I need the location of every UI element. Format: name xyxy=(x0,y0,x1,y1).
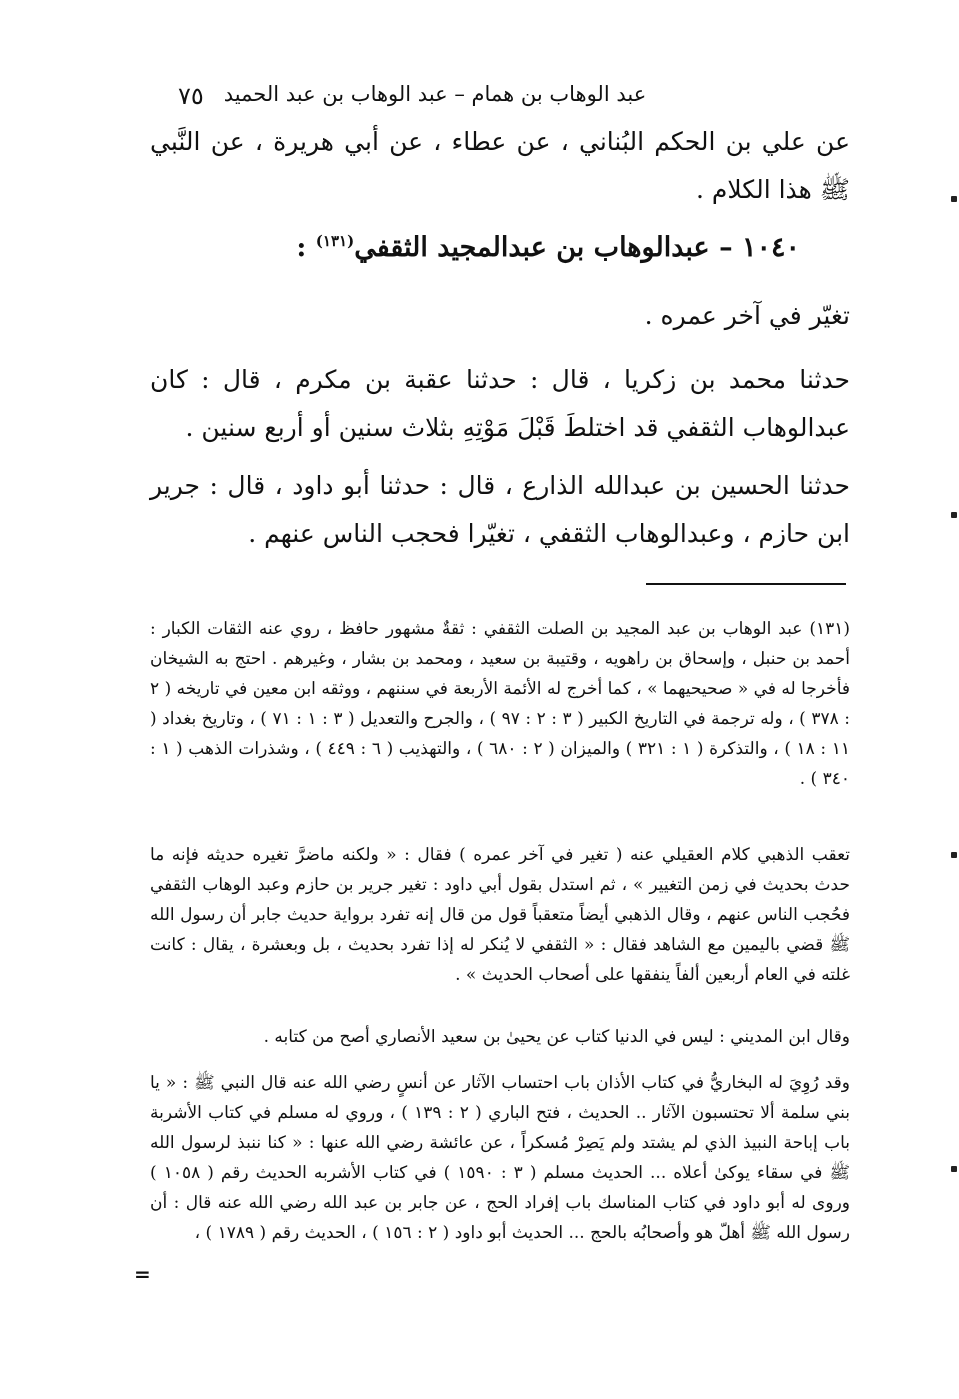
entry-dash: – xyxy=(719,232,733,263)
footnote-references: وقد رُوِيَ له البخاريُّ في كتاب الأذان باب احتساب الآثار عن أنسٍ رضي الله عنه قال النبي ﷺ : « يا بني سلمة ألا تحتسبون الآثار .. الحديث ، فتح الباري ( ٢ : ١٣٩ ) ، وروي له مسلم في كتاب الأشربة باب إباحة النبيذ الذي لم يشتد ولم يَصِرْ مُسكراً ، عن عائشة رضي الله عنها : « كنا ننبذ لرسول الله ﷺ في سقاء يوكىٰ أعلاه ... الحديث مسلم ( ٣ : ١٥٩٠ ) في كتاب الأشربه الحديث رقم ( ١٠٥٨ ) وروى له أبو داود في كتاب المناسك باب إفراد الحج ، عن جابر بن عبد الله رضي الله عنه قال : أن رسول الله ﷺ أهلّ هو وأصحابُه بالحج ... الحديث أبو داود ( ٢ : ١٥٦ ) ، الحديث رقم ( ١٧٨٩ ) ، xyxy=(150,1073,850,1243)
continuation-mark: = xyxy=(134,1262,151,1286)
paragraph-2: حدثنا محمد بن زكريا ، قال : حدثنا عقبة بن مكرم ، قال : كان عبدالوهاب الثقفي قد اختلطَ قَبْلَ مَوْتِهِ بثلاث سنين أو أربع سنين . xyxy=(150,365,850,442)
scan-edge-mark xyxy=(951,512,957,518)
scan-edge-mark xyxy=(951,1166,957,1172)
running-header: عبد الوهاب بن همام – عبد الوهاب بن عبد الحميد xyxy=(223,82,647,106)
footnote-reference: (١٣١) xyxy=(315,232,355,250)
footnote-separator xyxy=(646,583,846,585)
page-number: ٧٥ xyxy=(178,82,204,110)
footnote-131: (١٣١) عبد الوهاب بن عبد المجيد بن الصلت الثقفي : ثقةٌ مشهور حافظ ، روي عنه الثقات الكبار : أحمد بن حنبل ، وإسحاق بن راهويه ، وقتيبة بن سعيد ، ومحمد بن بشار ، وغيرهم . احتج به الشيخان فأخرجا له في « صحيحيهما » ، كما أخرج له الأئمة الأربعة في سننهم ، ووثقه ابن معين في تاريخه ( ٢ : ٣٧٨ ) ، وله ترجمة في التاريخ الكبير ( ٣ : ٢ : ٩٧ ) ، والجرح والتعديل ( ٣ : ١ : ٧١ ) ، وتاريخ بغداد ( ١١ : ١٨ ) ، والتذكرة ( ١ : ٣٢١ ) والميزان ( ٢ : ٦٨٠ ) ، والتهذيب ( ٦ : ٤٤٩ ) ، وشذرات الذهب ( ١ : ٣٤٠ ) . xyxy=(150,619,850,789)
entry-colon: : xyxy=(296,232,307,263)
paragraph-3: حدثنا الحسين بن عبدالله الذارع ، قال : حدثنا أبو داود ، قال : جرير ابن حازم ، وعبدالوهاب الثقفي ، تغيّرا فحجب الناس عنهم . xyxy=(150,471,850,548)
footnote-dhahabi-comment: تعقب الذهبي كلام العقيلي عنه ( تغير في آخر عمره ) فقال : « ولكنه ماضرَّ تغيره حديثه فإنه ما حدث بحديث في زمن التغيير » ، ثم استدل بقول أبي داود : تغير جرير بن حازم وعبد الوهاب الثقفي فحُجب الناس عنهم ، وقال الذهبي أيضاً متعقباً قول من قال إنه تفرد برواية حديث جابر أن رسول الله ﷺ قضي باليمين مع الشاهد فقال : « الثقفي لا يُنكر له إذا تفرد بحديث ، بل وبعشرة ، يقال : كانت غلته في العام أربعين ألفاً ينفقها على أصحاب الحديث » . xyxy=(150,845,850,985)
entry-number: ١٠٤٠ xyxy=(741,232,800,263)
paragraph-1: تغيّر في آخر عمره . xyxy=(644,301,850,330)
footnote-ibn-madini: وقال ابن المديني : ليس في الدنيا كتاب عن يحيىٰ بن سعيد الأنصاري أصح من كتابه . xyxy=(263,1027,850,1047)
intro-paragraph: عن علي بن الحكم البُناني ، عن عطاء ، عن أبي هريرة ، عن النَّبي ﷺ هذا الكلام . xyxy=(150,127,850,204)
entry-name: عبدالوهاب بن عبدالمجيد الثقفي xyxy=(354,232,710,263)
scan-edge-mark xyxy=(951,852,957,858)
scan-edge-mark xyxy=(951,196,957,202)
entry-heading xyxy=(296,232,800,263)
